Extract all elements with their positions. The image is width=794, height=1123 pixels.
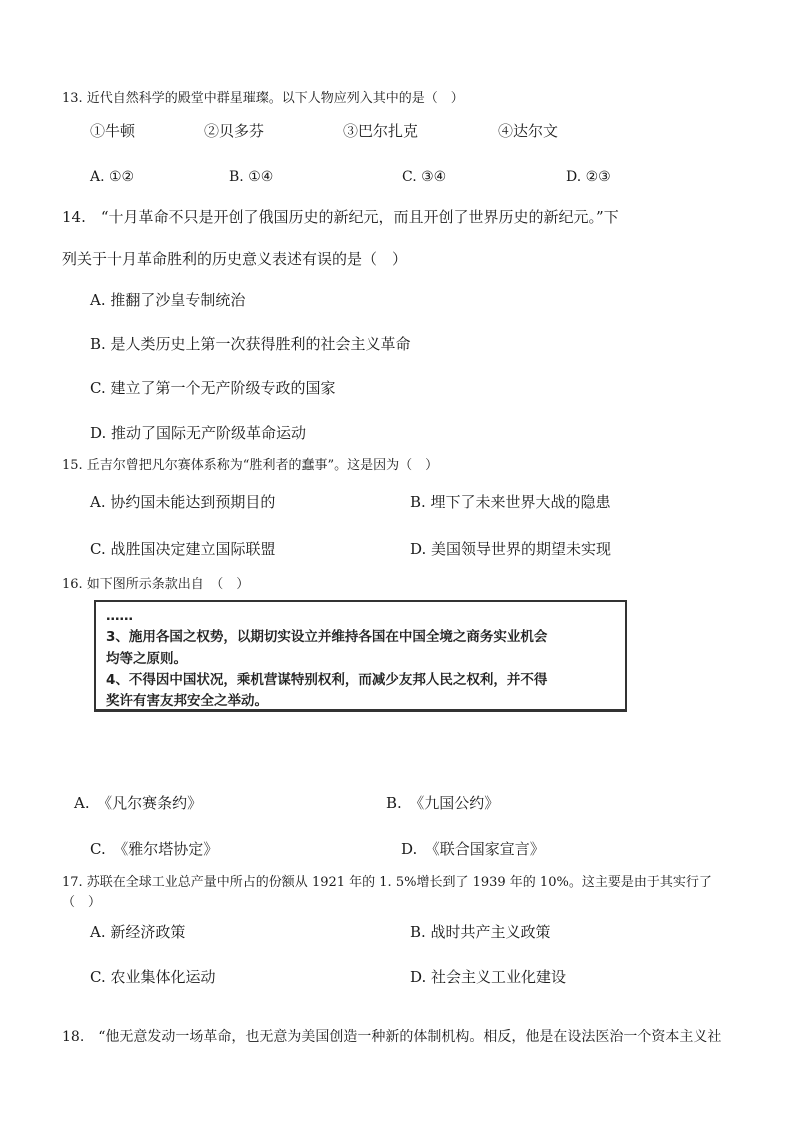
q14-stem-line2: 列关于十月革命胜利的历史意义表述有误的是（ ） [62,250,408,268]
q16-excerpt-line: 均等之原则。 [106,651,187,667]
q16-excerpt-line: 4、不得因中国状况，乘机营谋特别权利，而减少友邦人民之权利，并不得 [106,672,548,688]
q16-excerpt-box [94,600,627,712]
q13-option-b: B. ①④ [229,169,274,185]
q16-option-c: C. 《雅尔塔协定》 [90,840,219,858]
q17-stem-line2: （ ） [62,895,102,910]
q13-option-a: A. ①② [90,169,135,185]
q16-stem: 16. 如下图所示条款出自 （ ） [62,577,250,592]
q18-stem-line1: 18. “他无意发动一场革命，也无意为美国创造一种新的体制机构。相反，他是在设法医治一个资本主义社 [62,1029,722,1045]
q13-item-3: ③巴尔扎克 [343,122,419,140]
q14-option-b: B. 是人类历史上第一次获得胜利的社会主义革命 [90,335,411,353]
q13-stem: 13. 近代自然科学的殿堂中群星璀璨。以下人物应列入其中的是（ ） [62,91,464,106]
q13-option-d: D. ②③ [566,169,611,185]
q16-option-a: A. 《凡尔赛条约》 [74,794,203,812]
q17-option-c: C. 农业集体化运动 [90,968,216,986]
q13-option-c: C. ③④ [402,169,447,185]
q15-option-d: D. 美国领导世界的期望未实现 [410,540,612,558]
q14-stem-line1: 14. “十月革命不只是开创了俄国历史的新纪元，而且开创了世界历史的新纪元。”下 [62,208,619,226]
q13-item-4: ④达尔文 [498,122,559,140]
q14-option-c: C. 建立了第一个无产阶级专政的国家 [90,379,336,397]
q16-option-d: D. 《联合国家宣言》 [401,840,545,858]
q17-option-d: D. 社会主义工业化建设 [410,968,567,986]
q15-option-b: B. 埋下了未来世界大战的隐患 [410,493,611,511]
q16-excerpt-line: 奖许有害友邦安全之举动。 [106,693,268,709]
q15-stem: 15. 丘吉尔曾把凡尔赛体系称为“胜利者的蠢事”。这是因为（ ） [62,458,439,473]
q17-stem-line1: 17. 苏联在全球工业总产量中所占的份额从 1921 年的 1. 5%增长到了 1939 年的 10%。这主要是由于其实行了 [62,875,712,890]
q13-item-1: ①牛顿 [90,122,136,140]
q17-option-b: B. 战时共产主义政策 [410,923,551,941]
q16-excerpt-ellipsis: …… [106,608,133,624]
q15-option-c: C. 战胜国决定建立国际联盟 [90,540,276,558]
q16-option-b: B. 《九国公约》 [386,794,500,812]
q13-item-2: ②贝多芬 [204,122,265,140]
q14-option-a: A. 推翻了沙皇专制统治 [90,291,246,309]
q14-option-d: D. 推动了国际无产阶级革命运动 [90,424,307,442]
q15-option-a: A. 协约国未能达到预期目的 [90,493,276,511]
q16-excerpt-line: 3、施用各国之权势，以期切实设立并维持各国在中国全境之商务实业机会 [106,629,548,645]
q17-option-a: A. 新经济政策 [90,923,186,941]
